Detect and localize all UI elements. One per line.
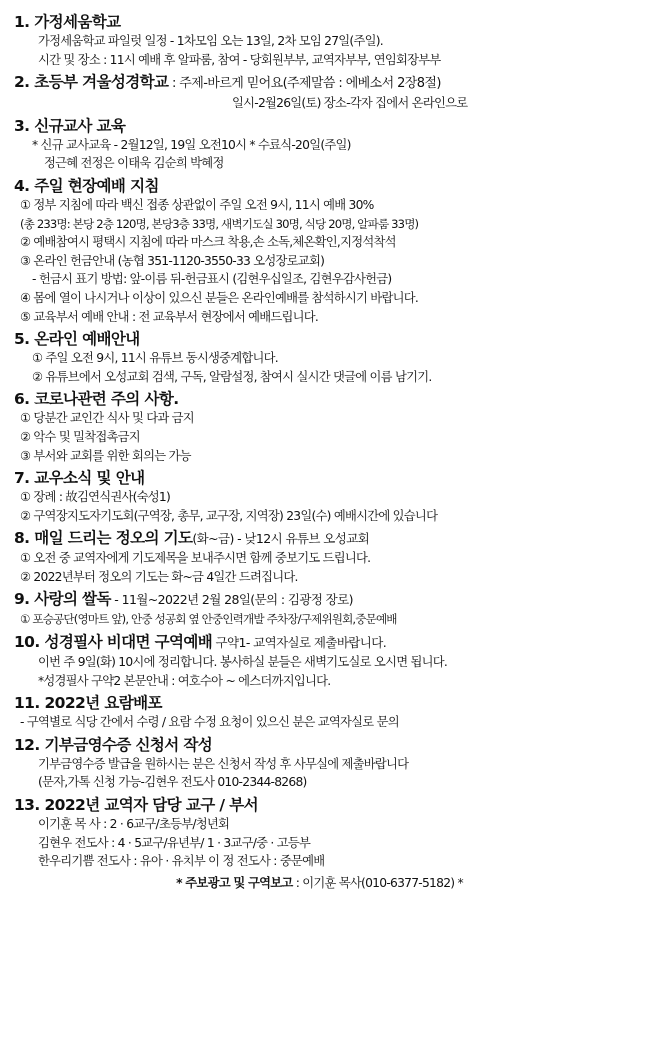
section-online-worship bbox=[14, 329, 645, 386]
section-title: 1. 가정세움학교 bbox=[14, 13, 121, 31]
section-title: 7. 교우소식 및 안내 bbox=[14, 469, 145, 488]
section-line: ② 유튜브에서 오성교회 검색, 구독, 알람설정, 참여시 실시간 댓글에 이름 남기기. bbox=[32, 369, 432, 384]
section-line: ② 예배참여시 평택시 지침에 따라 마스크 착용,손 소독,체온확인,지정석착석 bbox=[20, 235, 396, 250]
section-line: ③ 온라인 헌금안내 (농협 351-1120-3550-33 오성장로교회) bbox=[20, 253, 325, 268]
footer-rest: : 이기훈 목사(010-6377-5182) * bbox=[292, 875, 463, 890]
section-covid-notes bbox=[14, 389, 645, 465]
section-title: 13. 2022년 교역자 담당 교구 / 부서 bbox=[14, 796, 258, 815]
section-line: ⑤ 교육부서 예배 안내 : 전 교육부서 현장에서 예배드립니다. bbox=[20, 309, 319, 324]
section-line: 이기훈 목 사 : 2 · 6교구/초등부/청년회 bbox=[38, 817, 230, 832]
section-title-text: 8. 매일 드리는 정오의 기도 bbox=[14, 529, 193, 548]
section-noon-prayer bbox=[14, 528, 645, 586]
section-sunday-worship-guidelines bbox=[14, 176, 645, 326]
section-new-teacher-training bbox=[14, 116, 645, 173]
section-title-text: 10. 성경필사 비대면 구역예배 bbox=[14, 633, 213, 652]
section-line: ③ 부서와 교회를 위한 회의는 가능 bbox=[20, 448, 191, 463]
section-yearbook bbox=[14, 693, 645, 732]
section-title: 4. 주일 현장예배 지침 bbox=[14, 176, 159, 195]
section-title: 6. 코로나관련 주의 사항. bbox=[14, 390, 179, 409]
section-title-rest: - 11월~2022년 2월 28일(문의 : 김광정 장로) bbox=[110, 592, 353, 608]
section-title bbox=[14, 528, 645, 549]
section-line: 기부금영수증 발급을 원하시는 분은 신청서 작성 후 사무실에 제출바랍니다 bbox=[38, 756, 409, 771]
section-rice-jar bbox=[14, 589, 645, 629]
section-line: 이번 주 9일(화) 10시에 정리합니다. 봉사하실 분들은 새벽기도실로 오시면 됩니다. bbox=[38, 655, 448, 670]
section-family-school bbox=[14, 12, 645, 69]
section-line: 한우리기쁨 전도사 : 유아 · 유치부 이 정 전도사 : 중문예배 bbox=[38, 854, 325, 869]
section-line: 가정세움학교 파일럿 일정 - 1차모임 오는 13일, 2차 모임 27일(주일). bbox=[38, 34, 383, 48]
section-line: * 신규 교사교육 - 2월12일, 19일 오전10시 * 수료식-20일(주일) bbox=[32, 137, 351, 152]
section-title bbox=[14, 589, 645, 610]
section-donation-receipt bbox=[14, 735, 645, 792]
section-staff-assignments bbox=[14, 795, 645, 871]
section-line: ① 포승공단(영마트 앞), 안중 성공회 옆 안중인력개발 주차장/구제위원회,중문예배 bbox=[20, 612, 397, 627]
section-line: ② 2022년부터 정오의 기도는 화~금 4일간 드려집니다. bbox=[20, 569, 298, 584]
section-line: ① 주일 오전 9시, 11시 유튜브 동시생중계합니다. bbox=[32, 351, 278, 366]
section-line: - 구역별로 식당 간에서 수령 / 요람 수정 요청이 있으신 분은 교역자실로 문의 bbox=[20, 715, 399, 730]
section-line: ① 오전 중 교역자에게 기도제목을 보내주시면 함께 중보기도 드립니다. bbox=[20, 551, 371, 566]
section-member-news bbox=[14, 468, 645, 525]
section-title-text: 9. 사랑의 쌀독 bbox=[14, 590, 111, 609]
section-title-rest: (화~금) - 낮12시 유튜브 오성교회 bbox=[192, 531, 370, 547]
section-winter-bible-school bbox=[14, 72, 645, 113]
section-title bbox=[14, 632, 645, 653]
section-line: 일시-2월26일(토) 장소-각자 집에서 온라인으로 bbox=[232, 96, 468, 111]
section-title-inline: : 주제-바르게 믿어요(주제말씀 : 에베소서 2장8절) bbox=[168, 76, 441, 92]
section-line: - 헌금시 표기 방법: 앞-이름 뒤-헌금표시 (김현우십일조, 김현우감사헌금) bbox=[32, 272, 392, 287]
footer-contact bbox=[14, 874, 645, 893]
section-line: (총 233명: 본당 2층 120명, 본당3층 33명, 새벽기도실 30명, 식당 20명, 알파룸 33명) bbox=[20, 216, 419, 231]
section-title: 12. 기부금영수증 신청서 작성 bbox=[14, 735, 213, 754]
section-title-rest: 구약1- 교역자실로 제출바랍니다. bbox=[212, 635, 387, 651]
section-title-text: 2. 초등부 겨울성경학교 bbox=[14, 73, 169, 92]
section-title bbox=[14, 72, 645, 94]
section-line: ① 정부 지침에 따라 백신 접종 상관없이 주일 오전 9시, 11시 예배 30% bbox=[20, 197, 374, 212]
section-line: ② 악수 및 밀착접촉금지 bbox=[20, 429, 140, 444]
section-line: ① 당분간 교인간 식사 및 다과 금지 bbox=[20, 411, 194, 426]
section-title: 5. 온라인 예배안내 bbox=[14, 330, 140, 349]
section-line: 정근혜 전정은 이태욱 김순희 박혜정 bbox=[44, 156, 224, 171]
section-line: 시간 및 장소 : 11시 예배 후 알파룸, 참여 - 당회원부부, 교역자부부, 연임회장부부 bbox=[38, 52, 441, 67]
section-line: (문자,가톡 신청 가능-김현우 전도사 010-2344-8268) bbox=[38, 775, 307, 790]
section-line: ④ 몸에 열이 나시거나 이상이 있으신 분들은 온라인예배를 참석하시기 바랍니다. bbox=[20, 290, 418, 305]
section-bible-transcription bbox=[14, 632, 645, 690]
section-line: ① 장례 : 故김연식권사(숙성1) bbox=[20, 490, 171, 505]
section-line: 김현우 전도사 : 4 · 5교구/유년부/ 1 · 3교구/중 · 고등부 bbox=[38, 835, 311, 850]
section-line: *성경필사 구약2 본문안내 : 여호수아 ~ 에스더까지입니다. bbox=[38, 673, 331, 688]
section-title: 3. 신규교사 교육 bbox=[14, 116, 126, 135]
section-title: 11. 2022년 요람배포 bbox=[14, 694, 162, 713]
footer-bold: * 주보광고 및 구역보고 bbox=[176, 875, 293, 890]
section-line: ② 구역장지도자기도회(구역장, 총무, 교구장, 지역장) 23일(수) 예배시간에 있습니다 bbox=[20, 508, 438, 523]
